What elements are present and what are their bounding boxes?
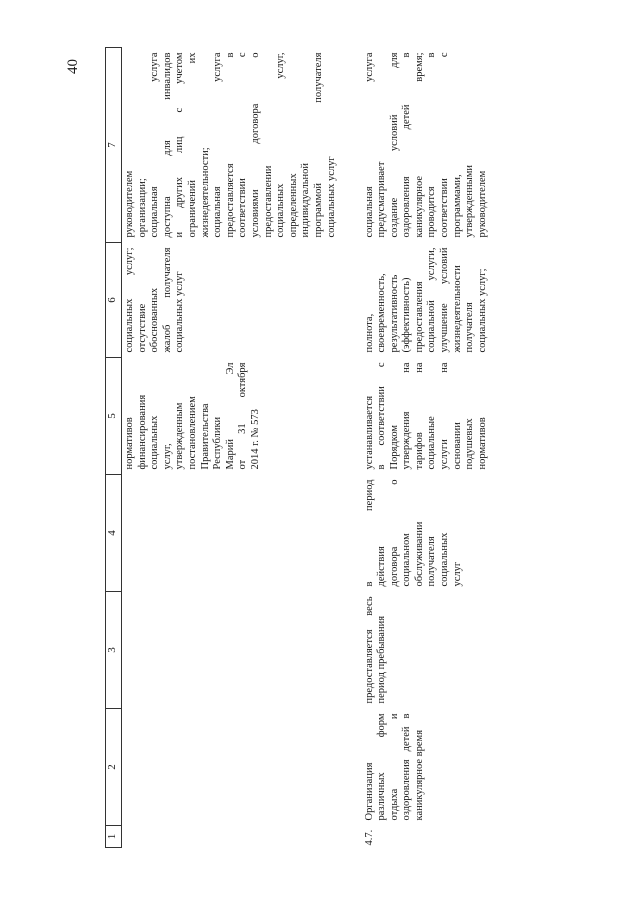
text-line: отдыха и <box>388 713 400 821</box>
services-table <box>105 47 489 848</box>
text-line: договора о <box>388 479 400 587</box>
text-line: ограничений их <box>186 52 198 238</box>
text-line: полнота, <box>363 313 375 353</box>
text-line: нормативов <box>476 417 488 470</box>
cell-prev-standards <box>122 358 362 475</box>
text-line: предоставляется в <box>224 52 236 238</box>
text-line: каникулярное время; <box>413 52 425 238</box>
text-line: социальных <box>439 532 451 587</box>
text-line: соответствии с <box>237 52 249 238</box>
cell-prev-c3 <box>122 592 362 709</box>
text-line: организации; <box>136 178 148 238</box>
text-line: социальная услуга <box>363 52 375 238</box>
text-line: предоставления <box>413 281 425 353</box>
text-line: и других лиц с учетом <box>174 52 186 238</box>
text-line: соответствии с <box>439 52 451 238</box>
text-line: Республики <box>212 416 224 470</box>
text-line: Организация <box>363 762 375 821</box>
text-line: программой получателя <box>312 52 324 238</box>
header-row <box>106 48 122 848</box>
text-line: нормативов <box>124 417 135 470</box>
text-line: предоставляется весь <box>363 596 375 704</box>
text-line: условиями договора о <box>249 52 261 238</box>
cell-prev-c1 <box>122 826 362 848</box>
text-line: в соответствии с <box>376 362 388 470</box>
header-col-5: 5 <box>106 358 122 475</box>
text-line: Порядком <box>388 424 400 470</box>
cell-prev-conditions <box>122 48 362 243</box>
text-line: различных форм <box>376 713 388 821</box>
text-line: постановлением <box>186 396 198 470</box>
cell-service-term <box>362 475 490 592</box>
text-line: устанавливается <box>363 395 375 470</box>
header-col-7: 7 <box>106 48 122 243</box>
cell-service-name <box>362 709 490 826</box>
text-line: действия <box>376 546 388 587</box>
text-line: услуг, <box>161 443 173 470</box>
cell-prev-c4 <box>122 475 362 592</box>
text-line: получателя <box>426 536 438 587</box>
text-line: обоснованных <box>149 287 161 353</box>
text-line: социальных услуг; <box>476 268 488 353</box>
table-row-4-7 <box>362 48 490 848</box>
text-line: социальные <box>426 416 438 470</box>
cell-service-volume <box>362 592 490 709</box>
text-line: своевременность, <box>376 273 388 353</box>
text-line: проводится в <box>426 52 438 238</box>
text-line: финансирования <box>136 394 148 470</box>
cell-row-number: 4.7. <box>363 829 375 846</box>
text-line: отсутствие <box>136 303 148 353</box>
header-col-3: 3 <box>106 592 122 709</box>
text-line: руководителем <box>124 170 135 238</box>
text-line: утверждения на <box>401 362 413 470</box>
text-line: оздоровления детей в <box>401 713 413 821</box>
text-line: 2014 г. № 573 <box>249 409 261 470</box>
text-line: социальных услуг, <box>275 52 287 238</box>
cell-service-quality <box>362 243 490 358</box>
text-line: социальной услуги, <box>426 247 438 353</box>
text-line: индивидуальной <box>300 163 312 238</box>
text-line: утвержденными <box>464 165 476 238</box>
text-line: от 31 октября <box>237 362 249 470</box>
cell-service-standards <box>362 358 490 475</box>
text-line: социальных услуг <box>174 271 186 353</box>
text-line: определенных <box>287 173 299 238</box>
cell-prev-quality <box>122 243 362 358</box>
text-line: каникулярное время <box>413 729 425 821</box>
text-line: получателя <box>464 302 476 353</box>
text-line: период пребывания <box>376 615 388 704</box>
header-col-6: 6 <box>106 243 122 358</box>
text-line: оздоровления детей в <box>401 52 413 238</box>
text-line: обслуживании <box>413 521 425 587</box>
text-line: доступна для инвалидов <box>161 52 173 238</box>
text-line: социальных <box>149 415 161 470</box>
text-line: социальных услуг; <box>124 247 135 353</box>
cell-service-conditions <box>362 48 490 243</box>
text-line: социальных услуг <box>325 156 337 238</box>
text-line: жизнедеятельности; <box>199 147 211 238</box>
header-col-4: 4 <box>106 475 122 592</box>
text-line: жалоб получателя <box>161 247 173 353</box>
rotated-table-page <box>105 48 535 848</box>
text-line: предоставлении <box>262 165 274 238</box>
table-row-continued <box>122 48 362 848</box>
text-line: результативность <box>388 274 400 353</box>
header-col-2: 2 <box>106 709 122 826</box>
text-line: (эффективность) <box>401 277 413 353</box>
text-line: социальная услуга <box>149 52 161 238</box>
text-line: социальная услуга <box>212 52 224 238</box>
text-line: Марий Эл <box>224 362 236 470</box>
text-line: социальном <box>401 533 413 587</box>
text-line: подушевых <box>464 418 476 470</box>
text-line: жизнедеятельности <box>451 265 463 353</box>
text-line: создание условий для <box>388 52 400 238</box>
header-col-1: 1 <box>106 826 122 848</box>
text-line: тарифов на <box>413 362 425 470</box>
text-line: в период <box>363 479 375 587</box>
cell-prev-c2 <box>122 709 362 826</box>
text-line: программами, <box>451 174 463 238</box>
text-line: основании <box>451 422 463 470</box>
page-number: 40 <box>65 59 81 74</box>
text-line: утвержденным <box>174 402 186 470</box>
text-line: предусматривает <box>376 161 388 238</box>
text-line: Правительства <box>199 403 211 470</box>
text-line: улучшение условий <box>439 247 451 353</box>
text-line: услуг <box>451 561 463 587</box>
text-line: руководителем <box>476 170 488 238</box>
text-line: услуги на <box>439 362 451 470</box>
